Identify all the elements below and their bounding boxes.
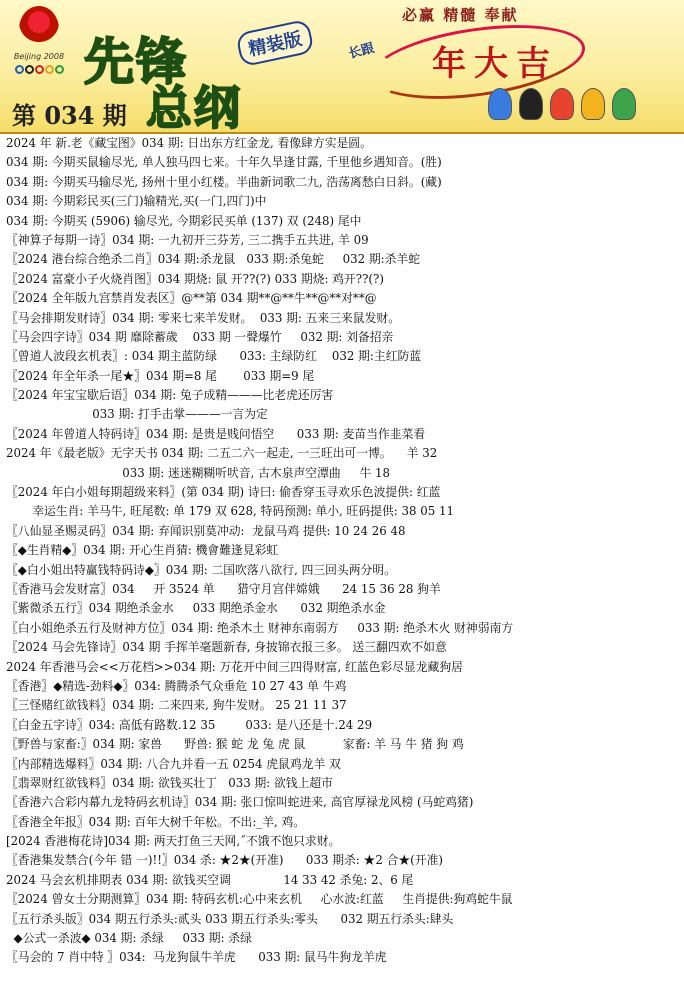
text-line: 〖香港全年报〗034 期: 百年大树千年松。不出:_羊, 鸡。 (6, 814, 306, 829)
ring (55, 65, 64, 74)
ring (35, 65, 44, 74)
text-line: 〖内部精选爆料〗034 期: 八合九并看一五 0254 虎鼠鸡龙羊 双 (6, 756, 341, 771)
text-line: [2024 香港梅花诗]034 期: 两天打鱼三天网,˝不饿不饱只求财。 (6, 834, 341, 849)
text-line: 〖曾道人波段玄机表〗: 034 期主蓝防绿 033: 主绿防红 032 期:主红防蓝 (6, 349, 422, 364)
text-line: 〖三怪赌红欲钱料〗034 期: 二来四来, 狗牛发财。 25 21 11 37 (6, 698, 347, 713)
text-line: 〖五行杀头版〗034 期五行杀头:贰头 033 期五行杀头:零头 032 期五行杀头:肆头 (6, 911, 454, 926)
text-line: 〖八仙显圣赐灵码〗034 期: 弃闻识别莫冲动: 龙鼠马鸡 提供: 10 24 26 48 (6, 523, 406, 538)
text-line: 034 期: 今期买 (5906) 输尽光, 今期彩民买单 (137) 双 (248) 尾中 (6, 213, 362, 228)
text-line: 〖香港集发禁合(今年 错 一)!!〗034 杀: ★2★(开准) 033 期杀: ★2 合★(开准) (6, 853, 443, 868)
mascot-icon (550, 88, 574, 120)
text-line: 〖2024 全年版九宫禁肖发表区〗@**第 034 期**@**牛**@**对**@ (6, 291, 377, 306)
brand-title: 先锋 (84, 32, 188, 91)
text-line: 幸运生肖: 羊马牛, 旺尾数: 单 179 双 628, 特码预测: 单小, 旺码提供: 38 05 11 (6, 504, 454, 519)
mascot-icon (488, 88, 512, 120)
text-line: 034 期: 今期买鼠输尽光, 单人独马四七来。十年久旱逢甘露, 千里他乡遇知音。(胜) (6, 155, 442, 170)
text-line: 〖香港马会发财富〗034 开 3524 单 猎守月宫伴嫦娥 24 15 36 28 狗羊 (6, 581, 441, 596)
text-line: ◆公式一杀波◆ 034 期: 杀绿 033 期: 杀绿 (6, 931, 252, 946)
text-line: 〖马会排期发财诗〗034 期: 零来七来羊发财。 033 期: 五来三来鼠发财。 (6, 310, 400, 325)
fortune-prefix: 长跟 (347, 40, 377, 63)
text-line: 〖2024 马会先锋诗〗034 期 手挥羊毫题新春, 身披锦衣报三多。 送三翻四欢不如意 (6, 640, 447, 655)
text-line: 〖白金五字诗〗034: 高低有路数.12 35 033: 是八还是十.24 29 (6, 717, 373, 732)
text-line: 〖野兽与家畜:〗034 期: 家兽 野兽: 猴 蛇 龙 兔 虎 鼠 家畜: 羊 马 牛 猪 狗 鸡 (6, 737, 464, 752)
text-line: 〖2024 年白小姐每期超级来料〗(第 034 期) 诗曰: 偷香穿玉寻欢乐色波提供: 红蓝 (6, 485, 441, 500)
text-line: 〖2024 曾女士分期测算〗034 期: 特码玄机:心中来玄机 心水波:红蓝 生肖提供:狗鸡蛇牛鼠 (6, 892, 513, 907)
brand-subtitle: 总纲 (146, 81, 242, 134)
ring (25, 65, 34, 74)
text-line: 〖香港六合彩内幕九龙特码玄机诗〗034 期: 张口惊叫蛇进来, 高官厚禄龙风榜 (马蛇鸡猪) (6, 795, 474, 810)
prediction-text (6, 134, 680, 968)
fortune-text: 年大吉 (432, 44, 558, 84)
text-line: 〖2024 年全年杀一尾★〗034 期=8 尾 033 期=9 尾 (6, 368, 315, 383)
issue-number: 第 034 期 (12, 101, 127, 130)
text-line: 2024 年《最老版》无字天书 034 期: 二五二六一起走, 一三旺出可一博。 羊 32 (6, 446, 438, 461)
edition-badge: 精装版 (235, 19, 314, 68)
text-line: 2024 年 新.老《藏宝图》034 期: 日出东方红金龙, 看像肆方实是圆。 (6, 136, 372, 150)
text-line: 〖2024 港台综合绝杀二肖〗034 期:杀龙鼠 033 期:杀兔蛇 032 期:杀羊蛇 (6, 252, 421, 267)
text-line: 034 期: 今期买马输尽光, 扬州十里小红楼。半曲新词歌二九, 浩荡离愁白日斜。(藏) (6, 174, 442, 189)
olympic-rings-icon (8, 65, 70, 74)
text-line: 〖2024 年宝宝歇后语〗034 期: 兔子成精———比老虎还厉害 (6, 388, 334, 403)
mascots-icon (488, 88, 636, 120)
text-line: 033 期: 迷迷糊糊听吠音, 古木泉声空潭曲 牛 18 (6, 465, 390, 480)
slogan: 必赢 精髓 奉献 (402, 6, 519, 24)
text-line: 〖翡翠财红欲钱料〗034 期: 欲钱买壮丁 033 期: 欲钱上超市 (6, 775, 333, 790)
ring (15, 65, 24, 74)
text-line: 〖◆白小姐出特赢钱特码诗◆〗034 期: 二国吹落八欲行, 四三回头两分明。 (6, 562, 396, 577)
text-line: 2024 年香港马会<<万花档>>034 期: 万花开中间三四得财富, 红蓝色彩尽显龙藏狗居 (6, 659, 463, 674)
olympic-logo (8, 6, 70, 92)
mascot-icon (581, 88, 605, 120)
mascot-icon (519, 88, 543, 120)
text-line: 〖2024 年曾道人特码诗〗034 期: 是贵是贱问悟空 033 期: 麦苗当作韭菜看 (6, 426, 426, 441)
text-line: 033 期: 打手击掌———一言为定 (6, 407, 268, 422)
text-line: 〖紫微杀五行〗034 期绝杀金水 033 期绝杀金水 032 期绝杀水金 (6, 601, 386, 616)
text-line: 〖马会四字诗〗034 期 靡除蓄歲 033 期 一聲爆竹 032 期: 刘备招亲 (6, 329, 394, 344)
text-line: 〖香港〗◆精选-劲料◆〗034: 腾腾杀气众垂危 10 27 43 单 牛鸡 (6, 678, 347, 693)
mascot-icon (612, 88, 636, 120)
text-line: 〖◆生肖精◆〗034 期: 开心生肖猜: 機會難逢見彩虹 (6, 543, 279, 558)
text-line: 034 期: 今期彩民买(三门)输精光,买(一门,四门)中 (6, 194, 267, 209)
text-line: 〖神算子每期一诗〗034 期: 一九初开三芬芳, 三二携手五共进, 羊 09 (6, 232, 369, 247)
text-line: 〖2024 富豪小子火烧肖图〗034 期烧: 鼠 开??(?) 033 期烧: 鸡开??(?) (6, 271, 384, 286)
text-line: 〖马会的 7 肖中特 〗034: 马龙狗鼠牛羊虎 033 期: 鼠马牛狗龙羊虎 (6, 950, 387, 965)
text-line: 2024 马会玄机排期表 034 期: 欲钱买空调 14 33 42 杀兔: 2、6 尾 (6, 872, 414, 887)
ring (45, 65, 54, 74)
beijing-emblem-icon (19, 6, 59, 52)
text-line: 〖白小姐绝杀五行及财神方位〗034 期: 绝杀木土 财神东南弱方 033 期: 绝杀木火 财神弱南方 (6, 620, 514, 635)
header-banner (0, 0, 684, 134)
logo-caption: Beijing 2008 (13, 52, 65, 61)
